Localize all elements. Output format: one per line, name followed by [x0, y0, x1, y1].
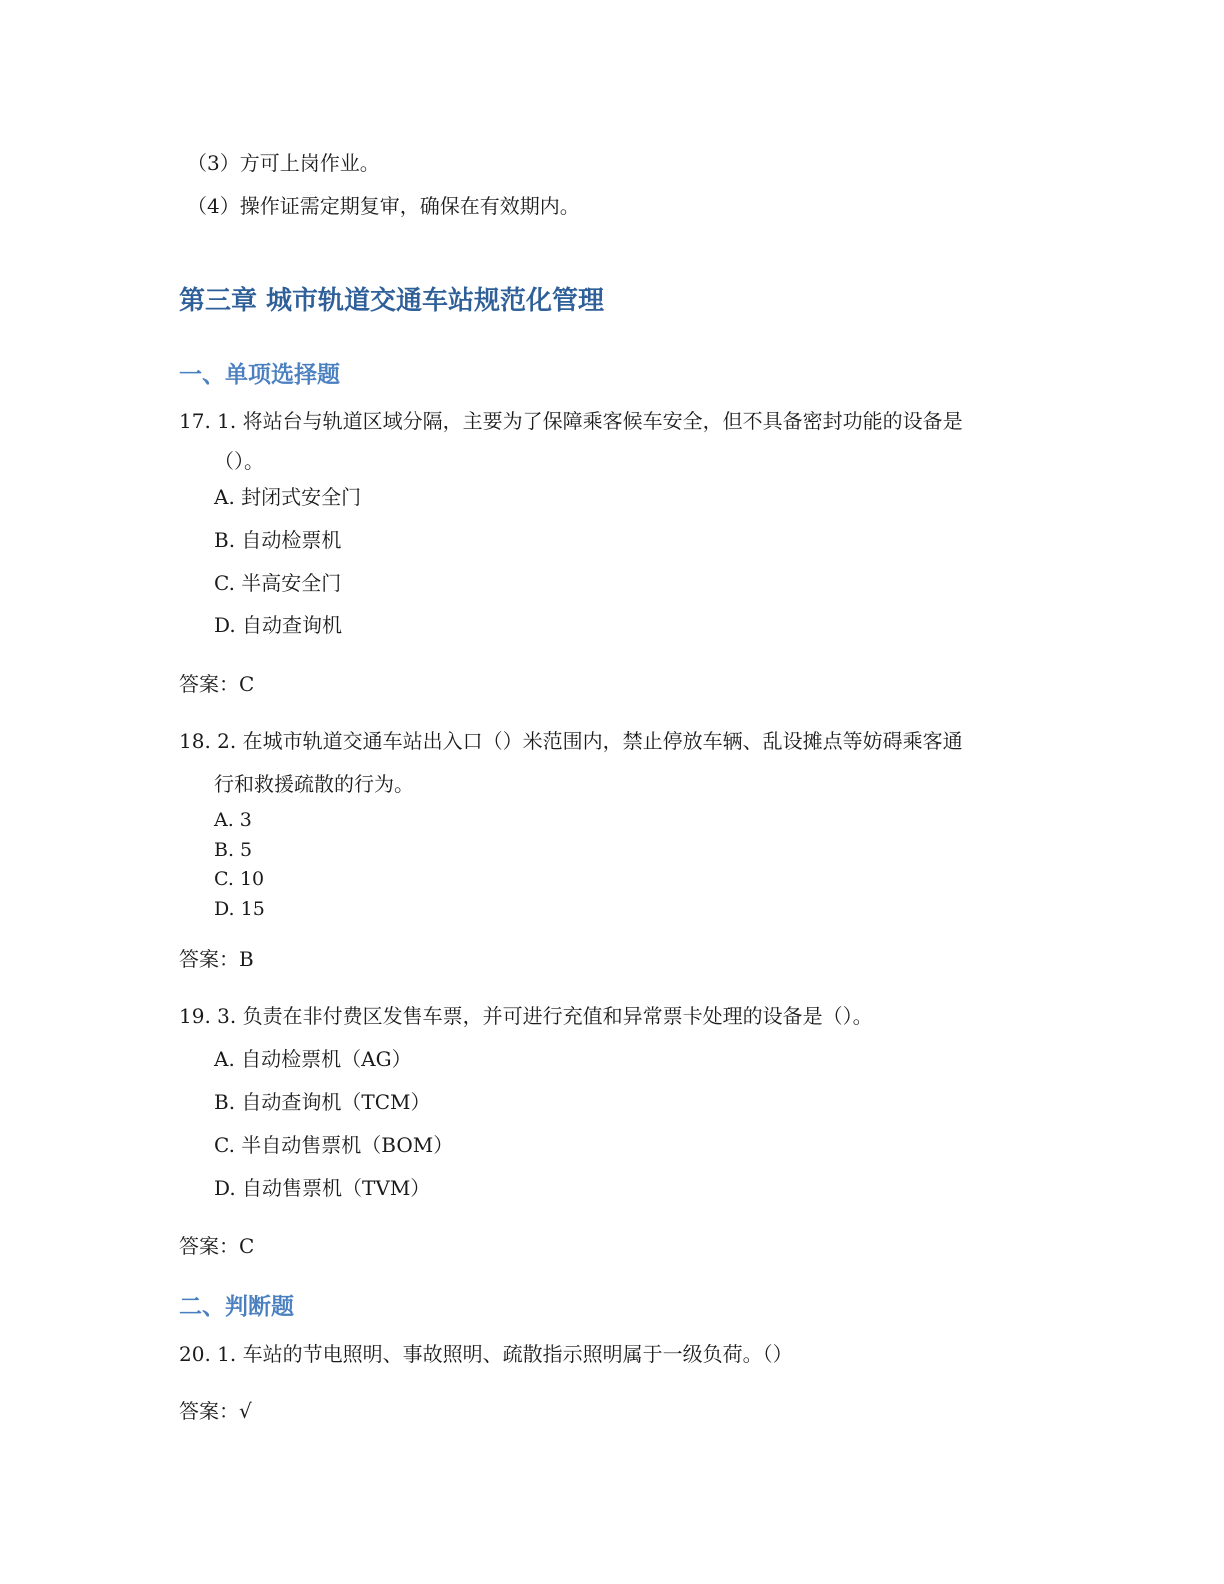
- question-18-option-b: B. 5: [214, 839, 253, 861]
- question-19-answer: 答案：C: [179, 1234, 255, 1258]
- question-18-line-1: 18. 2. 在城市轨道交通车站出入口（）米范围内，禁止停放车辆、乱设摊点等妨碍乘客通: [179, 729, 963, 753]
- question-18-line-2: 行和救援疏散的行为。: [214, 772, 414, 796]
- intro-item-3: （3）方可上岗作业。: [187, 151, 380, 175]
- question-18-option-a: A. 3: [214, 809, 252, 831]
- question-17-line-1: 17. 1. 将站台与轨道区域分隔，主要为了保障乘客候车安全，但不具备密封功能的设备是: [179, 409, 963, 433]
- question-19-line-1: 19. 3. 负责在非付费区发售车票，并可进行充值和异常票卡处理的设备是（）。: [179, 1004, 873, 1028]
- question-17-option-d: D. 自动查询机: [214, 613, 343, 637]
- question-17-answer: 答案：C: [179, 672, 255, 696]
- intro-item-4: （4）操作证需定期复审，确保在有效期内。: [187, 194, 580, 218]
- question-17-line-2: （）。: [214, 449, 264, 473]
- question-17-option-c: C. 半高安全门: [214, 571, 342, 595]
- section-title-single-choice: 一、单项选择题: [179, 362, 340, 388]
- question-20-line-1: 20. 1. 车站的节电照明、事故照明、疏散指示照明属于一级负荷。（）: [179, 1342, 793, 1366]
- question-19-option-d: D. 自动售票机（TVM）: [214, 1176, 431, 1200]
- question-17-option-b: B. 自动检票机: [214, 528, 342, 552]
- question-19-option-c: C. 半自动售票机（BOM）: [214, 1133, 454, 1157]
- question-18-option-d: D. 15: [214, 898, 265, 920]
- question-19-option-a: A. 自动检票机（AG）: [214, 1047, 412, 1071]
- chapter-title: 第三章 城市轨道交通车站规范化管理: [179, 286, 605, 316]
- section-title-true-false: 二、判断题: [179, 1294, 294, 1320]
- question-20-answer: 答案：√: [179, 1399, 252, 1423]
- question-19-option-b: B. 自动查询机（TCM）: [214, 1090, 431, 1114]
- question-18-option-c: C. 10: [214, 868, 265, 890]
- question-18-answer: 答案：B: [179, 947, 254, 971]
- question-17-option-a: A. 封闭式安全门: [214, 485, 362, 509]
